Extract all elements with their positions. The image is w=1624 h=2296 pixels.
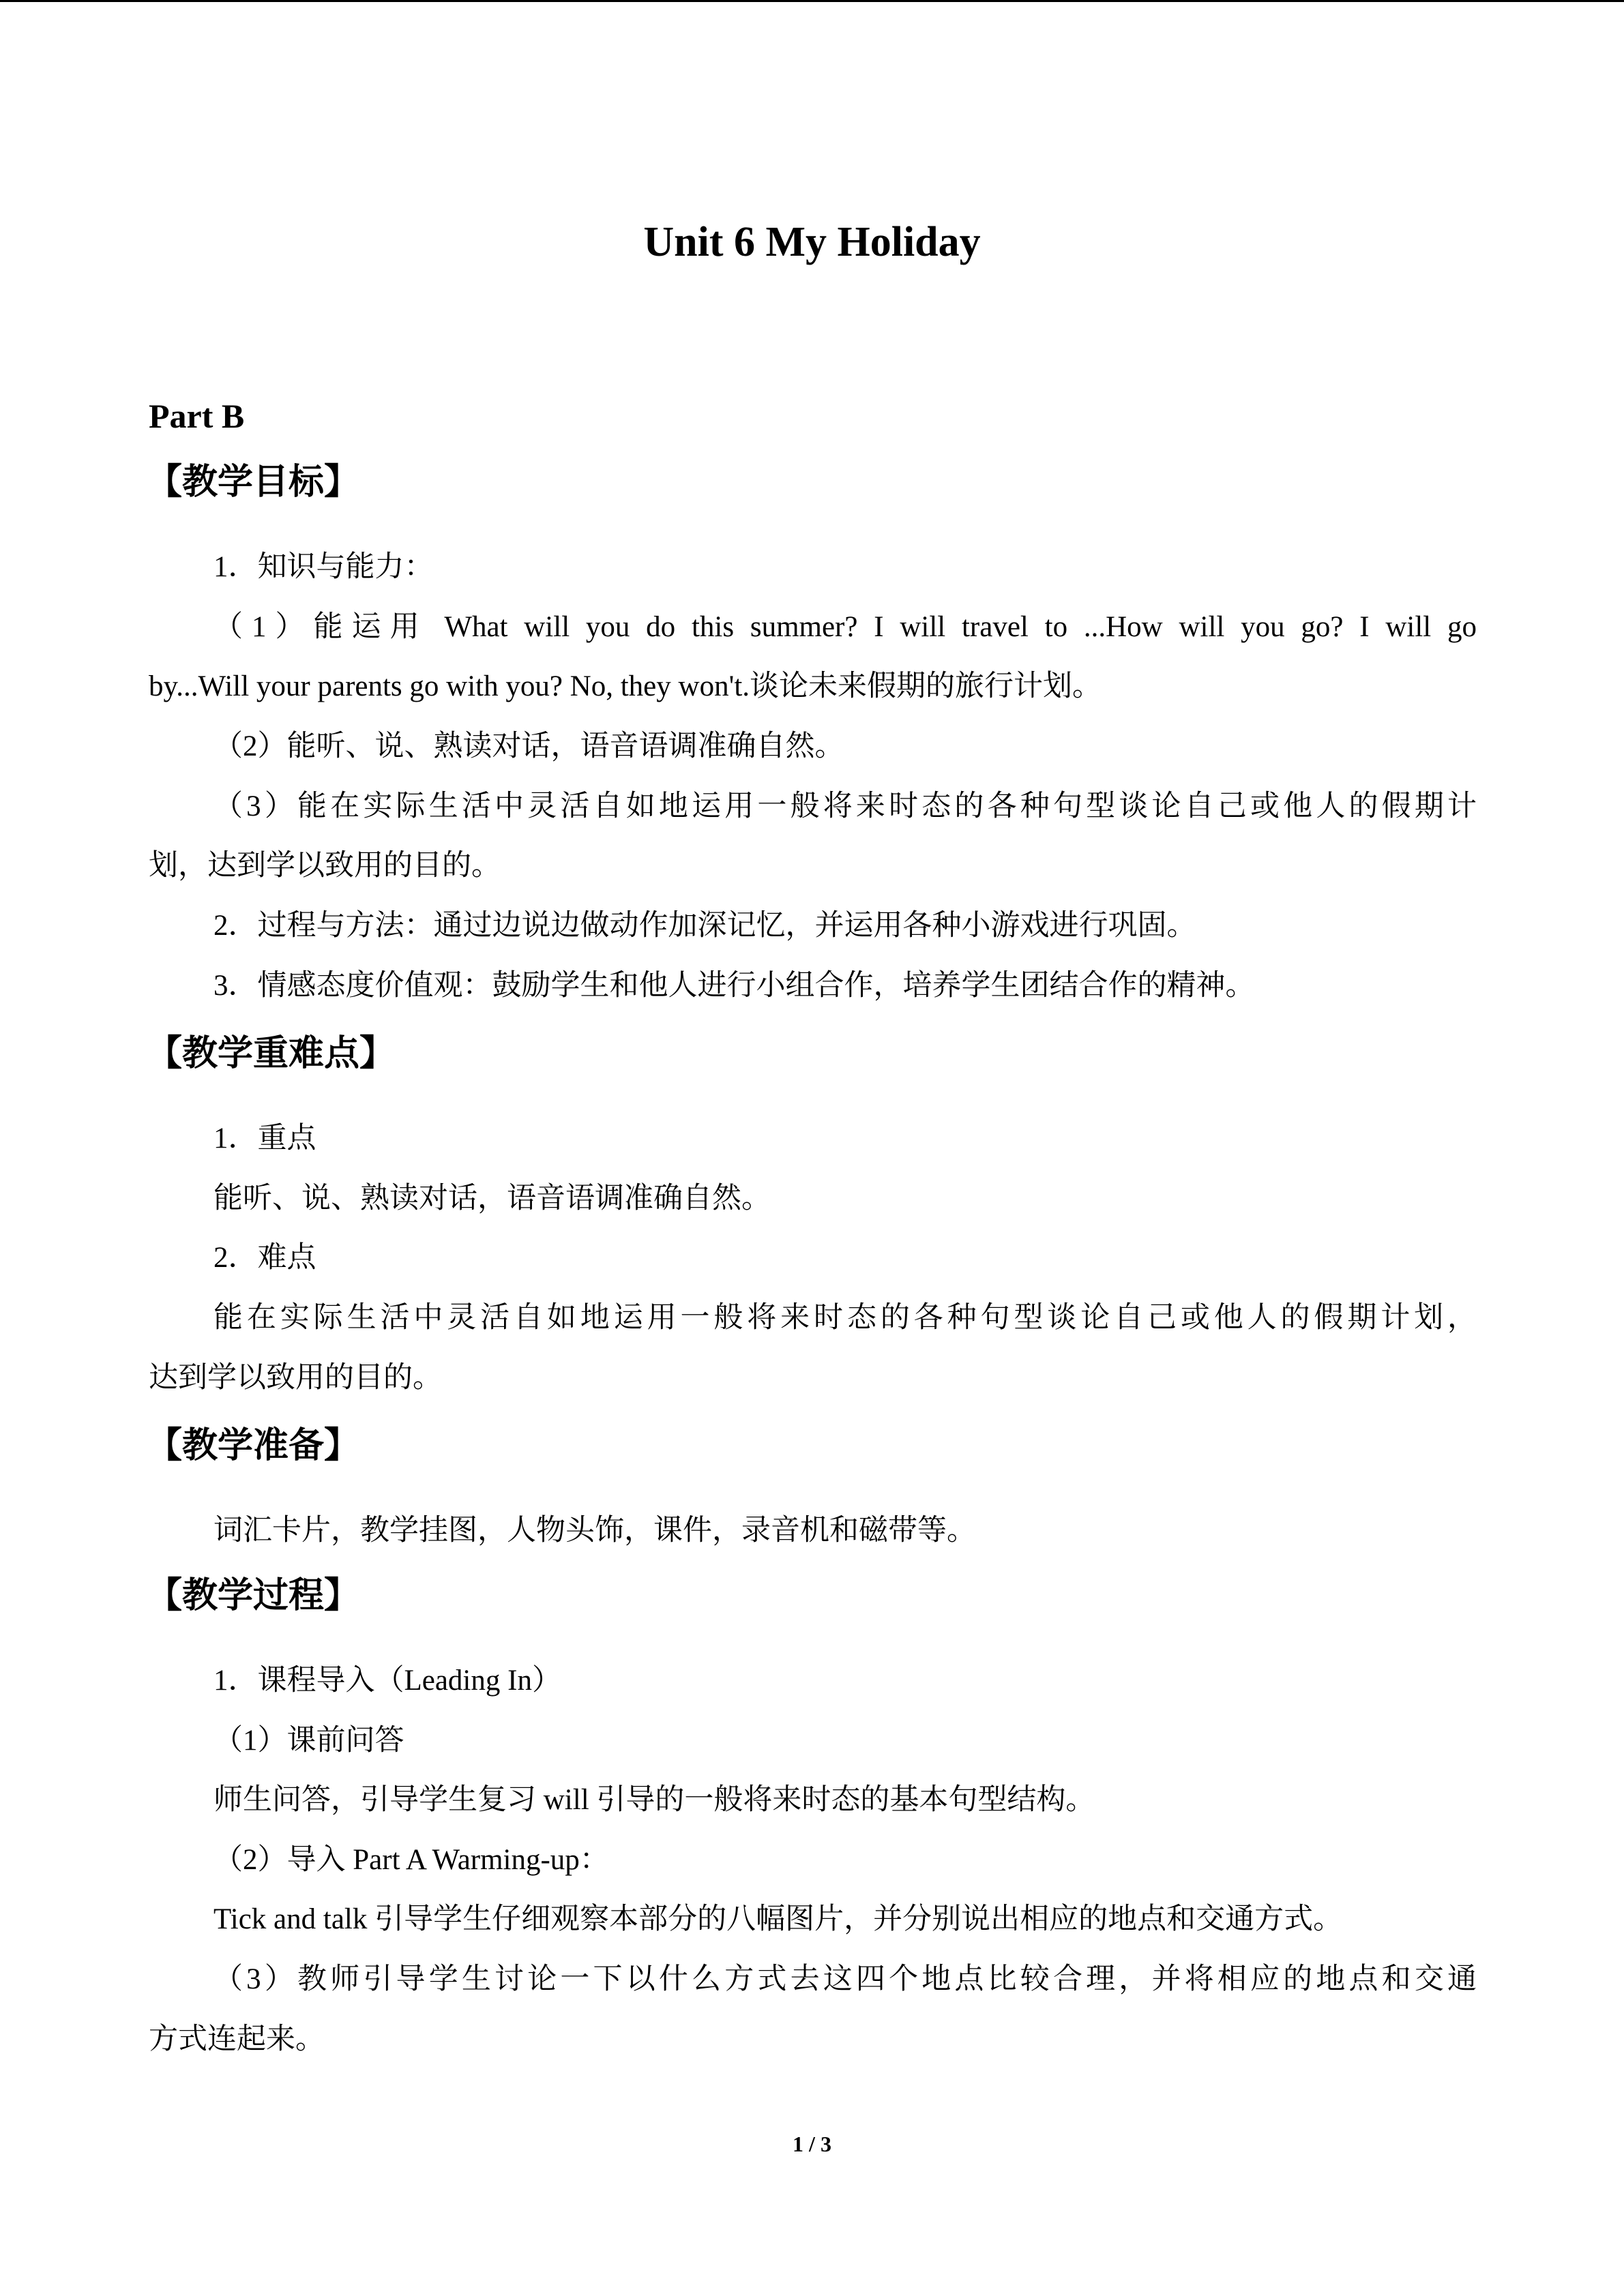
key-points-item-2-text-line-1: 能在实际生活中灵活自如地运用一般将来时态的各种句型谈论自己或他人的假期计划， (213, 1302, 1477, 1334)
process-sub-3-line-1: （3）教师引导学生讨论一下以什么方式去这四个地点比较合理，并将相应的地点和交通 (213, 1963, 1477, 1995)
process-item-1: 1．课程导入（Leading In） (213, 1665, 561, 1697)
objectives-item-1-2: （2）能听、说、熟读对话，语音语调准确自然。 (213, 730, 844, 762)
key-points-item-2-text-line-2: 达到学以致用的目的。 (149, 1362, 442, 1394)
key-points-item-1-text: 能听、说、熟读对话，语音语调准确自然。 (213, 1182, 771, 1214)
process-sub-3-line-2: 方式连起来。 (149, 2023, 325, 2055)
key-points-item-1: 1．重点 (213, 1122, 316, 1154)
preparation-text: 词汇卡片，教学挂图，人物头饰，课件，录音机和磁带等。 (213, 1515, 976, 1547)
section-heading-preparation: 【教学准备】 (147, 1425, 360, 1466)
objectives-item-3: 3．情感态度价值观：鼓励学生和他人进行小组合作，培养学生团结合作的精神。 (213, 970, 1255, 1002)
objectives-item-1-1-line-2: by...Will your parents go with you? No, they won't.谈论未来假期的旅行计划。 (149, 670, 1102, 702)
part-heading: Part B (149, 397, 245, 435)
objectives-item-1-3-line-1: （3）能在实际生活中灵活自如地运用一般将来时态的各种句型谈论自己或他人的假期计 (213, 790, 1477, 822)
process-sub-2-text: Tick and talk 引导学生仔细观察本部分的八幅图片，并分别说出相应的地点和交通方式。 (213, 1903, 1343, 1935)
process-sub-1: （1）课前问答 (213, 1725, 404, 1757)
top-border-line (0, 0, 1624, 2)
objectives-item-1-1-line-1: （1）能运用 What will you do this summer? I will travel to ...How will you go? I will go (213, 611, 1477, 643)
page-number: 1 / 3 (793, 2132, 831, 2156)
section-heading-process: 【教学过程】 (147, 1575, 360, 1616)
document-title: Unit 6 My Holiday (643, 219, 981, 265)
process-sub-1-text: 师生问答，引导学生复习 will 引导的一般将来时态的基本句型结构。 (213, 1784, 1095, 1816)
objectives-item-2: 2．过程与方法：通过边说边做动作加深记忆，并运用各种小游戏进行巩固。 (213, 910, 1196, 942)
objectives-item-1-3-line-2: 划，达到学以致用的目的。 (149, 850, 501, 882)
objectives-item-1: 1．知识与能力： (213, 551, 434, 583)
key-points-item-2: 2．难点 (213, 1242, 316, 1274)
process-sub-2: （2）导入 Part A Warming-up： (213, 1844, 609, 1876)
section-heading-key-points: 【教学重难点】 (147, 1033, 396, 1074)
section-heading-objectives: 【教学目标】 (147, 462, 360, 503)
